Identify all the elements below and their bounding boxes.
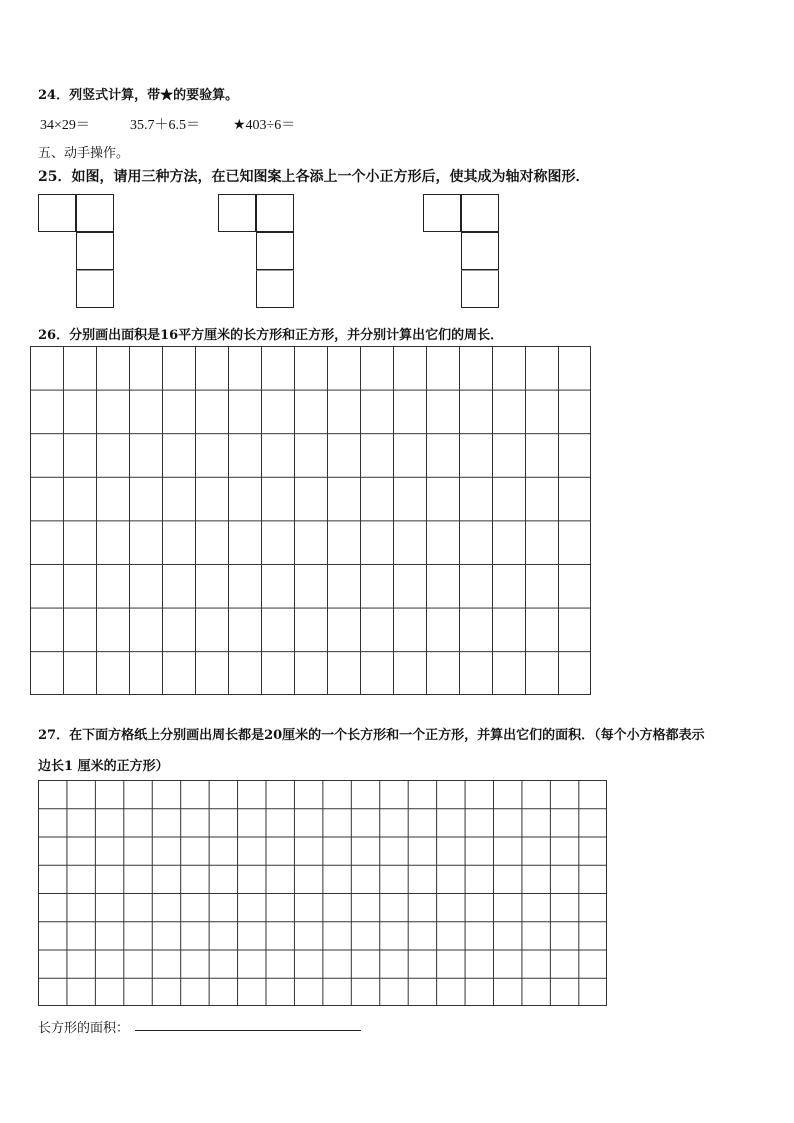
q27-grid-paper[interactable] bbox=[38, 780, 607, 1006]
rect-area-label: 长方形的面积： bbox=[38, 1021, 130, 1036]
rect-area-answer-line[interactable] bbox=[135, 1030, 361, 1031]
q24-expr-3: ★403÷6＝ bbox=[233, 118, 296, 133]
q25-prompt: 25．如图，请用三种方法，在已知图案上各添上一个小正方形后，使其成为轴对称图形． bbox=[38, 169, 590, 185]
q27-prompt-line1: 27．在下面方格纸上分别画出周长都是20厘米的一个长方形和一个正方形，并算出它们的面积．（每个小方格都表示 bbox=[38, 728, 705, 743]
q26-grid-paper[interactable] bbox=[30, 346, 591, 695]
section-title: 五、动手操作。 bbox=[38, 146, 130, 161]
q24-prompt: 24．列竖式计算，带★的要验算。 bbox=[38, 88, 239, 103]
q26-prompt: 26．分别画出面积是16平方厘米的长方形和正方形，并分别计算出它们的周长． bbox=[38, 328, 504, 343]
q27-prompt-line2: 边长1 厘米的正方形） bbox=[38, 759, 169, 774]
q24-expr-2: 35.7＋6.5＝ bbox=[130, 118, 200, 133]
q24-expr-1: 34×29＝ bbox=[40, 118, 90, 133]
